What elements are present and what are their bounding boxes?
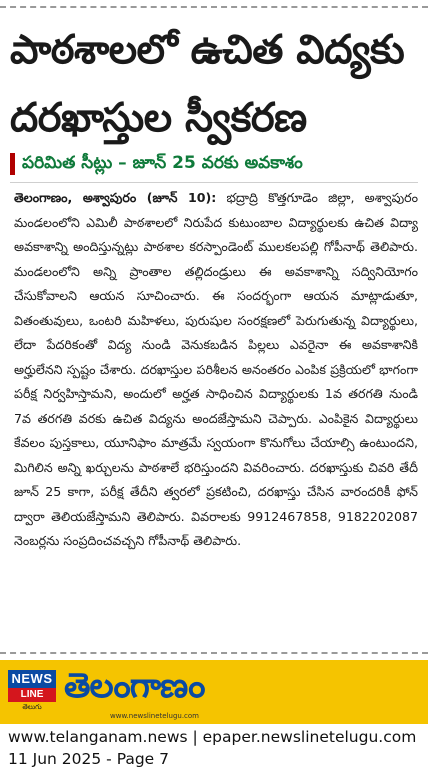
footer-url: www.newslinetelugu.com [110,712,199,720]
article-body [14,186,418,554]
newsline-logo [8,670,56,712]
cut-line-bottom [0,652,428,654]
subheadline: పరిమిత సీట్లు – జూన్ 25 వరకు అవకాశం [22,153,303,173]
headline-line-2: దరఖాస్తుల స్వీకరణ [10,95,307,141]
newsline-logo-top: NEWS [8,670,56,688]
source-caption: www.telanganam.news | epaper.newslinetelugu.com [8,728,417,746]
dateline: తెలంగాణం, అశ్వాపురం (జూన్ 10): [14,190,217,205]
date-page-caption: 11 Jun 2025 - Page 7 [8,750,170,768]
divider [10,182,418,183]
subhead-accent-bar [10,153,15,175]
headline-line-1: పాఠశాలలో ఉచిత విద్యకు [10,27,405,73]
article-text: భద్రాద్రి కొత్తగూడెం జిల్లా, అశ్వాపురం మండలంలోని ఎమిలీ పాఠశాలలో నిరుపేద కుటుంబాల విద్యార్థులకు ఉచిత విద్యా అవకాశాన్ని అందిస్తున్నట్లు పాఠశాల కరస్పాండెంట్ ములకలపల్లి గోపీనాథ్ తెలిపారు. మండలంలోని అన్ని ప్రాంతాల తల్లిదండ్రులు ఈ అవకాశాన్ని సద్వినియోగం చేసుకోవాలని ఆయన సూచించారు. ఈ సందర్భంగా ఆయన మాట్లాడుతూ, వితంతువులు, ఒంటరి మహిళలు, పురుషుల సంరక్షణలో పెరుగుతున్న విద్యార్థులు, లేదా పేదరికంతో విద్య నుండి వెనుకబడిన పిల్లలు ఎవరైనా ఈ అవకాశానికి అర్హులేనని స్పష్టం చేశారు. దరఖాస్తుల పరిశీలన అనంతరం ఎంపిక ప్రక్రియలో భాగంగా పరీక్ష నిర్వహిస్తామని, అందులో అర్హత సాధించిన విద్యార్థులకు 1వ తరగతి నుండి 7వ తరగతి వరకు ఉచిత విద్యను అందజేస్తామని చెప్పారు. ఎంపికైన విద్యార్థులు కేవలం పుస్తకాలు, యూనిఫాం మాత్రమే స్వయంగా కొనుగోలు చేయాల్సి ఉంటుందని, మిగిలిన అన్ని ఖర్చులను పాఠశాలే భరిస్తుందని వివరించారు. దరఖాస్తుకు చివరి తేదీ జూన్ 25 కాగా, పరీక్ష తేదీని త్వరలో ప్రకటించి, దరఖాస్తు చేసిన వారందరికీ ఫోన్ ద్వారా తెలియజేస్తామని తెలిపారు. వివరాలకు 9912467858, 9182202087 నెంబర్లను సంప్రదించవచ్చని గోపీనాథ్ తెలిపారు. [14,190,418,548]
cut-line-top [0,6,428,8]
telanganam-logo: తెలంగాణం [64,666,205,706]
newsline-logo-tag: తెలుగు [22,703,42,711]
newsline-logo-bottom: LINE [8,688,56,702]
